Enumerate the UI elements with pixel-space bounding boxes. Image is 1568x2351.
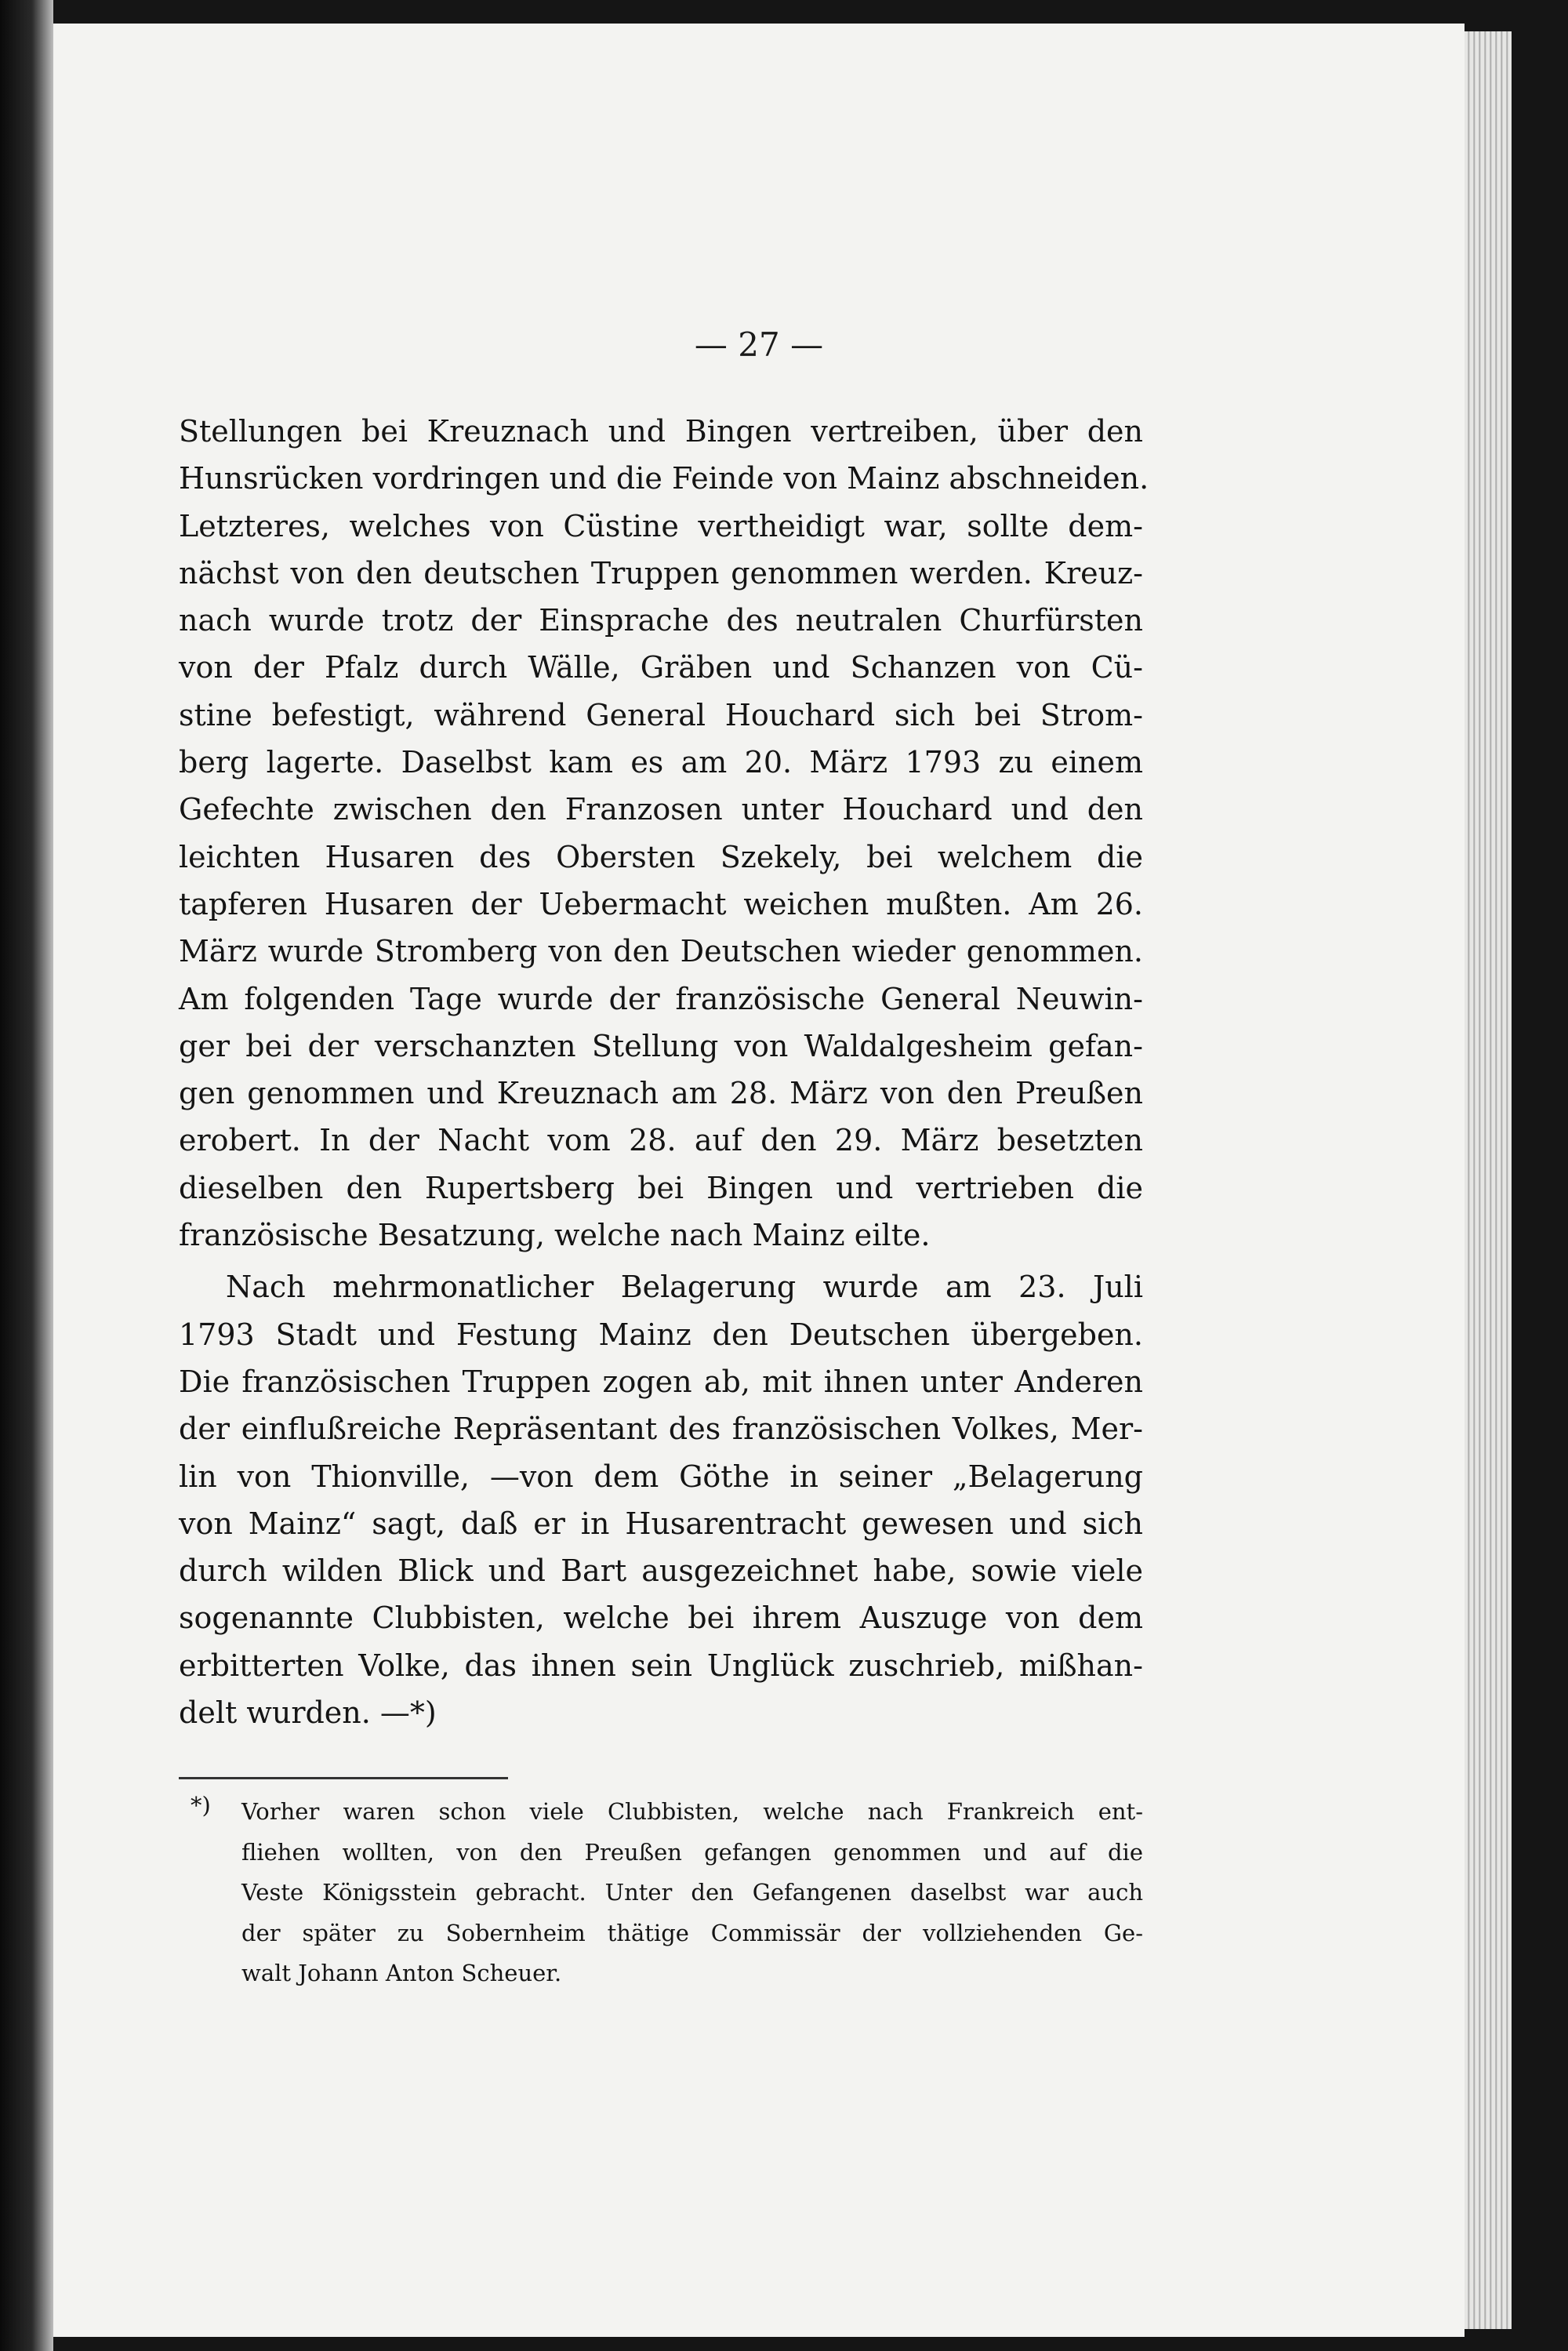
text-line: ger bei der verschanzten Stellung von Waldalgesheim gefan- xyxy=(179,1028,1143,1063)
text-line: Letzteres, welches von Cüstine vertheidigt war, sollte dem- xyxy=(179,508,1143,543)
book-page xyxy=(53,24,1465,2337)
text-line: dieselben den Rupertsberg bei Bingen und vertrieben die xyxy=(179,1170,1143,1205)
footnote-line: fliehen wollten, von den Preußen gefangen genommen und auf die xyxy=(241,1838,1143,1866)
text-line: durch wilden Blick und Bart ausgezeichnet habe, sowie viele xyxy=(179,1553,1143,1589)
footnote-line: walt Johann Anton Scheuer. xyxy=(241,1960,562,1986)
text-line: Gefechte zwischen den Franzosen unter Houchard und den xyxy=(179,792,1143,827)
page-number: — 27 — xyxy=(694,325,824,364)
text-line: Die französischen Truppen zogen ab, mit ihnen unter Anderen xyxy=(179,1364,1143,1399)
text-line: delt wurden. —*) xyxy=(179,1695,437,1731)
footnote-rule xyxy=(179,1777,508,1779)
text-line: Am folgenden Tage wurde der französische General Neuwin- xyxy=(179,981,1143,1016)
text-line: berg lagerte. Daselbst kam es am 20. März 1793 zu einem xyxy=(179,745,1143,780)
text-line: leichten Husaren des Obersten Szekely, bei welchem die xyxy=(179,839,1143,874)
text-line: französische Besatzung, welche nach Mainz eilte. xyxy=(179,1218,931,1253)
page-stack-edge xyxy=(1465,31,1512,2329)
footnote-line: der später zu Sobernheim thätige Commissär der vollziehenden Ge- xyxy=(241,1919,1143,1946)
text-line: nach wurde trotz der Einsprache des neutralen Churfürsten xyxy=(179,603,1143,638)
text-line: von der Pfalz durch Wälle, Gräben und Schanzen von Cü- xyxy=(179,650,1143,685)
text-line: der einflußreiche Repräsentant des französischen Volkes, Mer- xyxy=(179,1412,1143,1447)
text-line: sogenannte Clubbisten, welche bei ihrem Auszuge von dem xyxy=(179,1601,1143,1636)
text-line: erbitterten Volke, das ihnen sein Unglück zuschrieb, mißhan- xyxy=(179,1648,1143,1683)
text-line: erobert. In der Nacht vom 28. auf den 29. März besetzten xyxy=(179,1123,1143,1158)
text-line: 1793 Stadt und Festung Mainz den Deutschen übergeben. xyxy=(179,1317,1143,1352)
text-line: stine befestigt, während General Houchard sich bei Strom- xyxy=(179,697,1143,732)
book-binding-edge xyxy=(0,0,53,2351)
footnote-line: Vorher waren schon viele Clubbisten, welche nach Frankreich ent- xyxy=(241,1798,1143,1825)
text-line: Nach mehrmonatlicher Belagerung wurde am 23. Juli xyxy=(226,1270,1143,1305)
text-line: lin von Thionville, —von dem Göthe in seiner „Belagerung xyxy=(179,1459,1143,1494)
footnote-line: Veste Königsstein gebracht. Unter den Gefangenen daselbst war auch xyxy=(241,1879,1143,1906)
text-line: Stellungen bei Kreuznach und Bingen vertreiben, über den xyxy=(179,414,1143,449)
text-line: nächst von den deutschen Truppen genommen werden. Kreuz- xyxy=(179,555,1143,590)
body-text xyxy=(179,408,1149,1736)
footnote-marker: *) xyxy=(191,1792,211,1819)
text-line: gen genommen und Kreuznach am 28. März von den Preußen xyxy=(179,1076,1143,1111)
text-line: tapferen Husaren der Uebermacht weichen mußten. Am 26. xyxy=(179,886,1143,921)
text-line: von Mainz“ sagt, daß er in Husarentracht gewesen und sich xyxy=(179,1506,1143,1541)
footnote xyxy=(191,1792,1143,1994)
text-line: März wurde Stromberg von den Deutschen wieder genommen. xyxy=(179,934,1143,969)
text-line: Hunsrücken vordringen und die Feinde von Mainz abschneiden. xyxy=(179,461,1149,496)
